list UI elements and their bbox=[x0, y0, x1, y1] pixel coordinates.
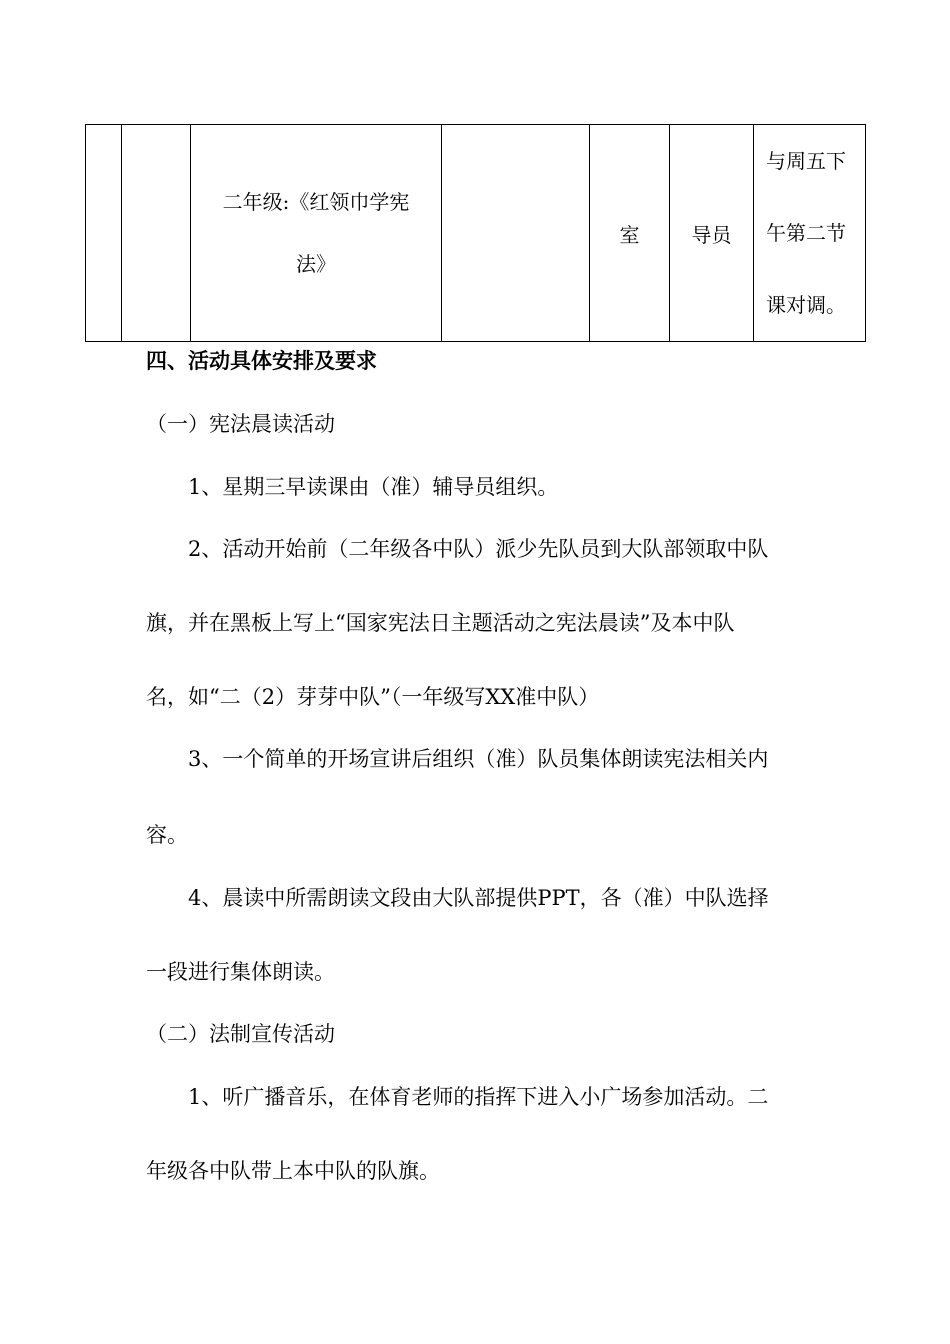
subheading-morning-reading: （一）宪法晨读活动 bbox=[146, 412, 335, 436]
note-line-1: 与周五下 bbox=[766, 149, 846, 173]
paragraph-5-line-1: 1、听广播音乐，在体育老师的指挥下进入小广场参加活动。二 bbox=[188, 1085, 769, 1109]
paragraph-2-line-1: 2、活动开始前（二年级各中队）派少先队员到大队部领取中队 bbox=[188, 537, 769, 561]
table-cell-2 bbox=[122, 125, 191, 342]
activity-table bbox=[85, 124, 866, 342]
table-cell-1 bbox=[86, 125, 122, 342]
paragraph-3-line-1: 3、一个简单的开场宣讲后组织（准）队员集体朗读宪法相关内 bbox=[188, 747, 769, 771]
table-cell-location: 室 bbox=[590, 125, 670, 342]
content-line-1: 二年级:《红领巾学宪 bbox=[222, 190, 410, 214]
table-cell-content bbox=[191, 125, 442, 342]
table-cell-note bbox=[754, 125, 866, 342]
paragraph-2-line-3: 名，如“二（2）芽芽中队”（一年级写XX准中队） bbox=[146, 685, 600, 709]
paragraph-1: 1、星期三早读课由（准）辅导员组织。 bbox=[188, 475, 559, 499]
paragraph-5-line-2: 年级各中队带上本中队的队旗。 bbox=[146, 1159, 440, 1183]
table-cell-person: 导员 bbox=[670, 125, 754, 342]
paragraph-4-line-2: 一段进行集体朗读。 bbox=[146, 960, 335, 984]
content-line-2: 法》 bbox=[296, 252, 336, 276]
subheading-legal-promotion: （二）法制宣传活动 bbox=[146, 1022, 335, 1046]
paragraph-2-line-2: 旗，并在黑板上写上“国家宪法日主题活动之宪法晨读”及本中队 bbox=[146, 611, 735, 635]
paragraph-3-line-2: 容。 bbox=[146, 823, 188, 847]
table-cell-4 bbox=[442, 125, 590, 342]
table-row bbox=[86, 125, 866, 342]
paragraph-4-line-1: 4、晨读中所需朗读文段由大队部提供PPT，各（准）中队选择 bbox=[188, 886, 769, 910]
note-line-2: 午第二节 bbox=[766, 221, 846, 245]
note-line-3: 课对调。 bbox=[766, 293, 846, 317]
section-heading: 四、活动具体安排及要求 bbox=[146, 348, 377, 373]
